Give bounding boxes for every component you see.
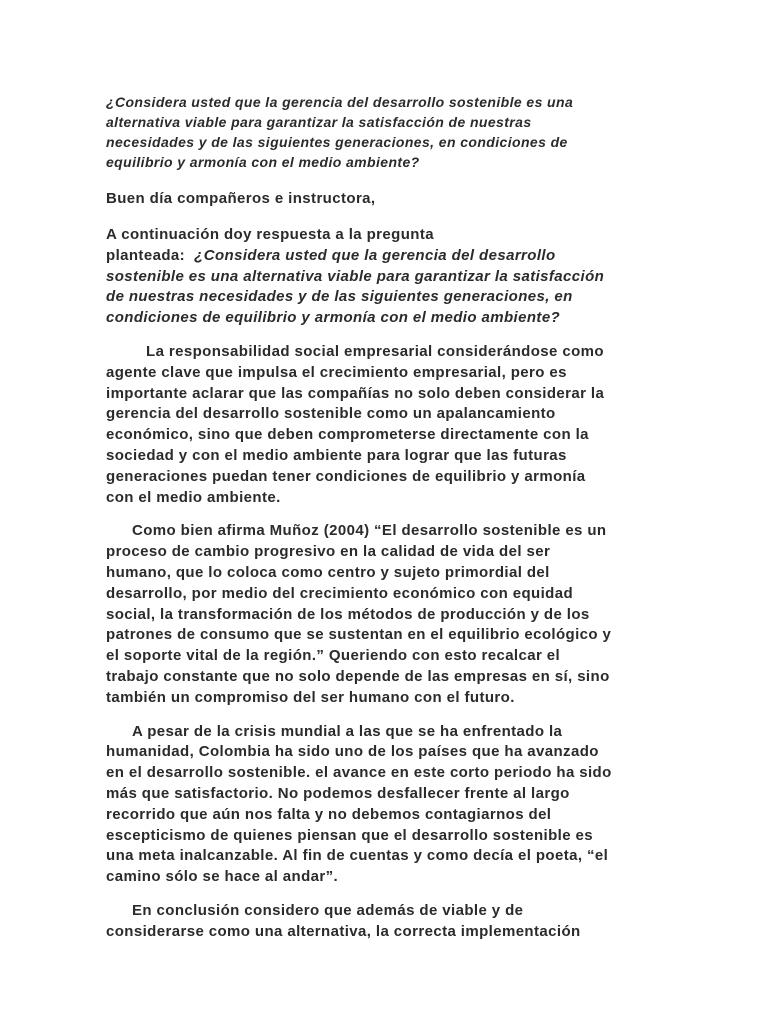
paragraph-line: A pesar de la crisis mundial a las que se ha enfrentado la xyxy=(132,722,563,740)
intro-question-line: condiciones de equilibrio y armonía con el medio ambiente? xyxy=(106,309,561,327)
question-line: alternativa viable para garantizar la satisfacción de nuestras xyxy=(106,114,532,130)
intro-paragraph xyxy=(106,225,666,329)
paragraph-line: humano, que lo coloca como centro y sujeto primordial del xyxy=(106,563,550,581)
paragraph-line: importante aclarar que las compañías no solo deben considerar la xyxy=(106,384,605,402)
paragraph-line: también un compromiso del ser humano con el futuro. xyxy=(106,688,515,706)
intro-question-line: de nuestras necesidades y de las siguientes generaciones, en xyxy=(106,288,573,306)
paragraph-line: una meta inalcanzable. Al fin de cuentas y como decía el poeta, “el xyxy=(106,847,609,865)
body-paragraph-4 xyxy=(106,901,666,943)
question-line: ¿Considera usted que la gerencia del desarrollo sostenible es una xyxy=(106,94,574,110)
paragraph-line: el soporte vital de la región.” Queriendo con esto recalcar el xyxy=(106,647,561,665)
intro-line: A continuación doy respuesta a la pregunta xyxy=(106,226,434,243)
intro-question-text: ¿Considera usted que la gerencia del desarrollo xyxy=(194,246,556,264)
paragraph-line: desarrollo, por medio del crecimiento económico con equidad xyxy=(106,584,574,602)
body-paragraph-3 xyxy=(106,722,666,888)
question-line: necesidades y de las siguientes generaciones, en condiciones de xyxy=(106,134,568,150)
question-line: equilibrio y armonía con el medio ambiente? xyxy=(106,154,420,170)
paragraph-line: humanidad, Colombia ha sido uno de los países que ha avanzado xyxy=(106,743,599,761)
paragraph-line: patrones de consumo que se sustentan en el equilibrio ecológico y xyxy=(106,626,612,644)
paragraph-line: generaciones puedan tener condiciones de equilibrio y armonía xyxy=(106,467,586,485)
paragraph-line: sociedad y con el medio ambiente para lograr que las futuras xyxy=(106,446,567,464)
paragraph-line: en el desarrollo sostenible. el avance en este corto periodo ha sido xyxy=(106,764,612,782)
paragraph-line: con el medio ambiente. xyxy=(106,488,281,506)
paragraph-line: agente clave que impulsa el crecimiento empresarial, pero es xyxy=(106,363,567,381)
document-question-heading xyxy=(106,92,666,172)
paragraph-line: recorrido que aún nos falta y no debemos contagiarnos del xyxy=(106,805,552,823)
greeting-text: Buen día compañeros e instructora, xyxy=(106,190,376,207)
intro-line xyxy=(106,246,666,267)
paragraph-line: La responsabilidad social empresarial considerándose como xyxy=(146,342,604,360)
paragraph-line: En conclusión considero que además de viable y de xyxy=(132,901,524,919)
body-paragraph-1 xyxy=(106,342,666,508)
paragraph-line: Como bien afirma Muñoz (2004) “El desarrollo sostenible es un xyxy=(132,522,607,540)
paragraph-line: social, la transformación de los métodos de producción y de los xyxy=(106,605,590,623)
paragraph-line: gerencia del desarrollo sostenible como un apalancamiento xyxy=(106,405,556,423)
document-page xyxy=(106,92,666,956)
paragraph-line: económico, sino que deben comprometerse directamente con la xyxy=(106,426,589,444)
paragraph-line: más que satisfactorio. No podemos desfallecer frente al largo xyxy=(106,784,570,802)
paragraph-line: escepticismo de quienes piensan que el desarrollo sostenible es xyxy=(106,826,594,844)
body-paragraph-2 xyxy=(106,521,666,708)
intro-question-line: sostenible es una alternativa viable para garantizar la satisfacción xyxy=(106,267,605,285)
intro-prefix: planteada: xyxy=(106,246,195,264)
paragraph-line: trabajo constante que no solo depende de las empresas en sí, sino xyxy=(106,667,610,685)
paragraph-line: considerarse como una alternativa, la correcta implementación xyxy=(106,922,581,940)
paragraph-line: camino sólo se hace al andar”. xyxy=(106,868,339,886)
paragraph-line: proceso de cambio progresivo en la calidad de vida del ser xyxy=(106,543,551,561)
